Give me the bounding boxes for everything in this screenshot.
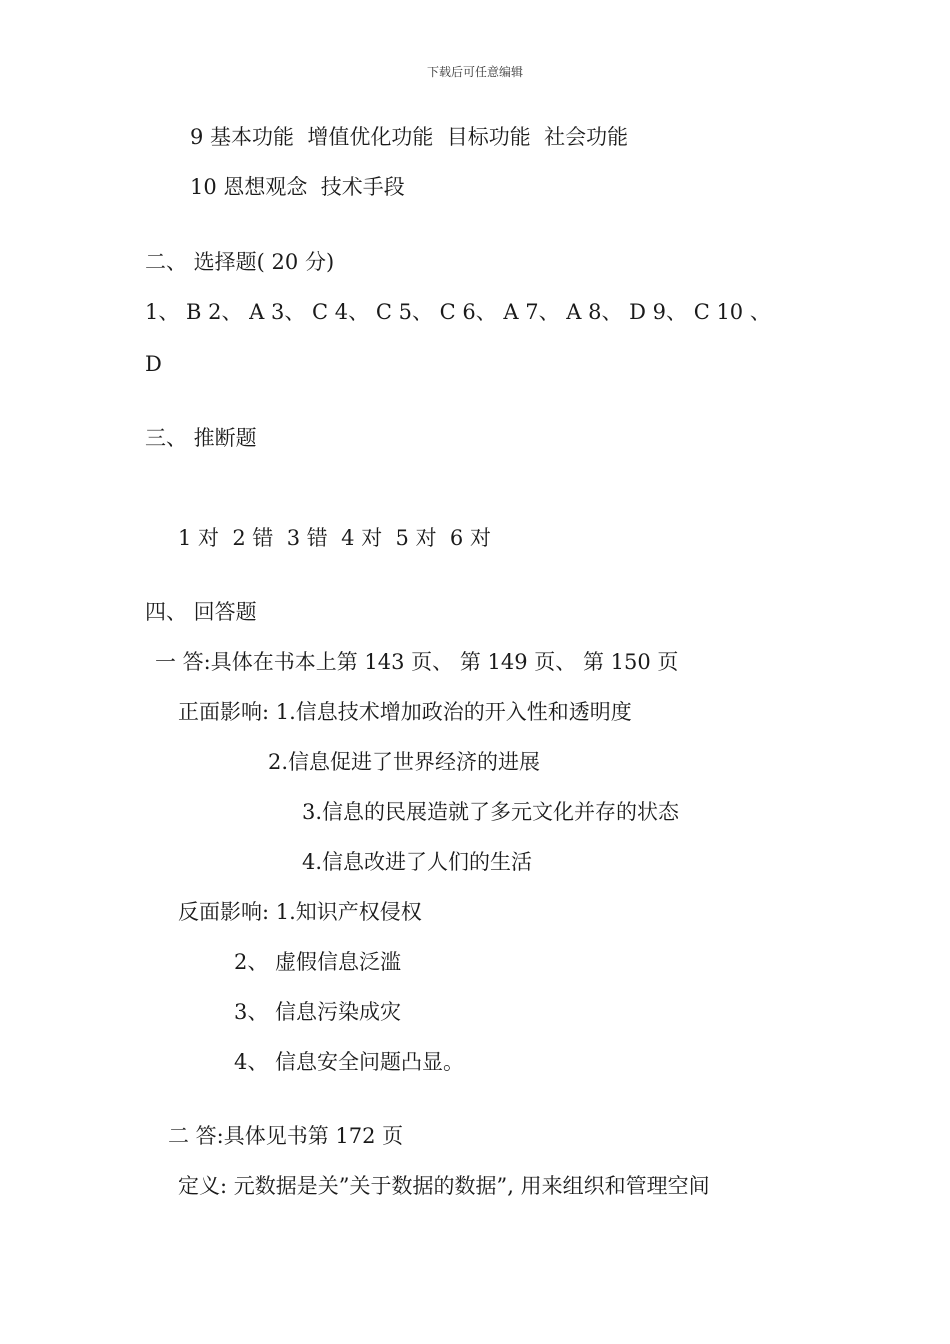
choice-answers-line-1: 1、 B 2、 A 3、 C 4、 C 5、 C 6、 A 7、 A 8、 D 9、 C 10 、 (145, 300, 771, 324)
q2-definition: 定义: 元数据是关”关于数据的数据”, 用来组织和管理空间 (178, 1174, 710, 1198)
q1-positive-3: 3.信息的民展造就了多元文化并存的状态 (302, 800, 680, 824)
q1-negative-4: 4、 信息安全问题凸显。 (234, 1050, 465, 1074)
judgment-answers: 1 对 2 错 3 错 4 对 5 对 6 对 (178, 526, 491, 550)
answer-item-9: 9 基本功能 增值优化功能 目标功能 社会功能 (190, 125, 629, 149)
q2-intro: 二 答:具体见书第 172 页 (168, 1124, 404, 1148)
page-header: 下载后可任意编辑 (426, 65, 523, 79)
q1-positive-4: 4.信息改进了人们的生活 (302, 850, 533, 874)
q1-intro: 一 答:具体在书本上第 143 页、 第 149 页、 第 150 页 (155, 650, 679, 674)
q1-positive-1: 正面影响: 1.信息技术增加政治的开入性和透明度 (178, 700, 632, 724)
section-heading-judgment: 三、 推断题 (145, 426, 257, 450)
q1-negative-2: 2、 虚假信息泛滥 (234, 950, 402, 974)
q1-positive-2: 2.信息促进了世界经济的进展 (268, 750, 541, 774)
section-heading-answer: 四、 回答题 (145, 600, 257, 624)
q1-negative-1: 反面影响: 1.知识产权侵权 (178, 900, 422, 924)
q1-negative-3: 3、 信息污染成灾 (234, 1000, 402, 1024)
section-heading-choice: 二、 选择题( 20 分) (145, 250, 335, 274)
choice-answers-line-2: D (145, 352, 162, 376)
answer-item-10: 10 恩想观念 技术手段 (190, 175, 405, 199)
